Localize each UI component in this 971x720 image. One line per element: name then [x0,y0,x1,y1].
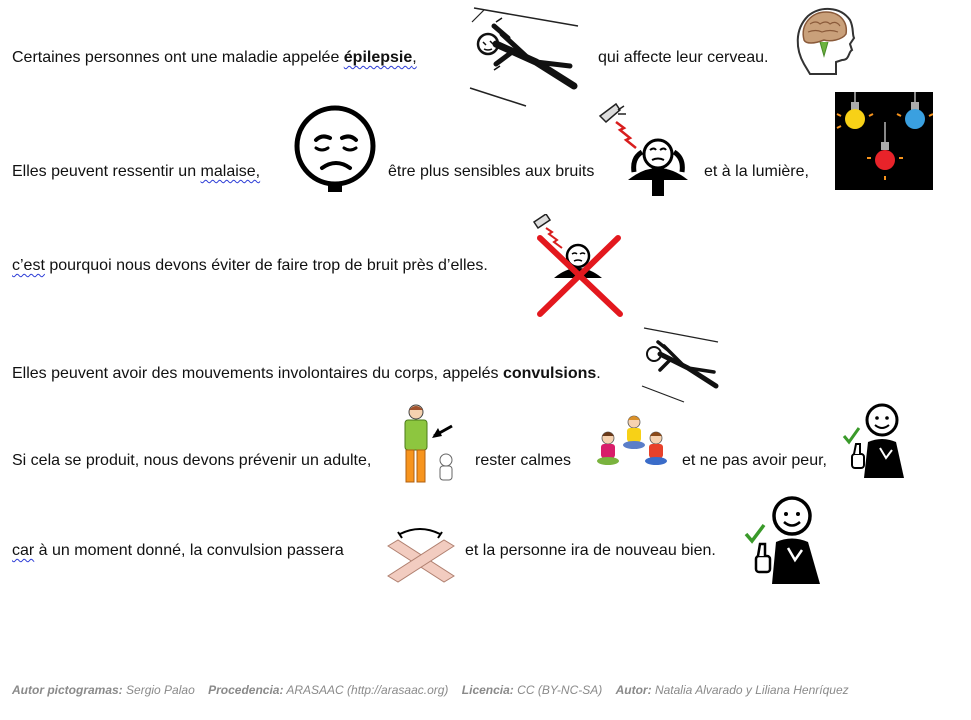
crossed-arms-pictogram [382,524,460,586]
person-well-pictogram [742,494,824,586]
calm-group-pictogram [590,412,672,470]
sentence-5-end: et ne pas avoir peur, [682,452,827,469]
footer-doc-author-label: Autor: [615,683,652,697]
footer-author-label: Autor pictogramas: [12,683,123,697]
sentence-2 [12,162,260,182]
thumbs-up-pictogram [842,402,910,480]
text-l1a: Certaines personnes ont une maladie appelée [12,49,344,66]
adult-pictogram [398,404,460,486]
keyword-cest: c’est [12,257,45,274]
footer-license: CC (BY-NC-SA) [517,683,603,697]
footer-license-label: Licencia: [461,683,514,697]
sentence-5-mid: rester calmes [475,452,572,469]
keyword-convulsions: convulsions [502,365,597,382]
text-l1c: , [412,49,417,66]
text-l6b: à un moment donné, la convulsion passera [34,542,344,559]
keyword-car: car [12,542,35,559]
sentence-3 [12,256,488,276]
sentence-4 [12,364,601,384]
text-l2a: Elles peuvent ressentir un [12,163,201,180]
sentence-2-end: et à la lumière, [704,163,809,180]
sentence-6 [12,541,344,561]
sentence-2-mid: être plus sensibles aux bruits [388,163,595,180]
text-l3b: pourquoi nous devons éviter de faire trop de bruit près d’elles. [44,257,488,274]
sentence-1-end: qui affecte leur cerveau. [598,49,769,66]
text-l4a: Elles peuvent avoir des mouvements involontaires du corps, appelés [12,365,503,382]
footer-author: Sergio Palao [126,683,195,697]
footer-source: ARASAAC (http://arasaac.org) [286,683,449,697]
seizure-pictogram [466,4,582,108]
keyword-malaise: malaise, [200,163,261,180]
attribution-footer [12,683,849,697]
sentence-6-end: et la personne ira de nouveau bien. [465,542,716,559]
footer-doc-author: Natalia Alvarado y Liliana Henríquez [654,683,849,697]
keyword-epilepsie: épilepsie [343,49,413,66]
convulsion-pictogram [638,324,722,404]
sad-face-pictogram [292,104,380,194]
text-l4c: . [596,365,601,382]
lights-pictogram [835,92,933,190]
no-noise-pictogram [532,214,628,318]
brain-pictogram [790,4,856,76]
noise-sensitive-pictogram [598,100,690,198]
footer-source-label: Procedencia: [208,683,284,697]
sentence-1 [12,48,417,68]
sentence-5: Si cela se produit, nous devons prévenir un adulte, [12,452,372,469]
